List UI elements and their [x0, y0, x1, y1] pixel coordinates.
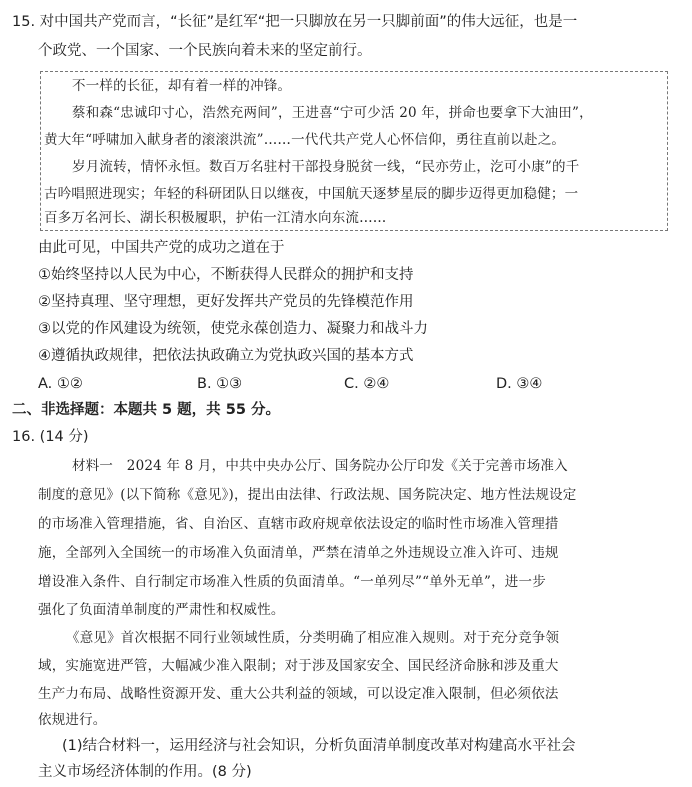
q15-option-b: B. ①③: [197, 376, 243, 392]
q16-subquestion-line-2: 主义市场经济体制的作用。(8 分): [38, 764, 252, 780]
q15-option-d: D. ③④: [496, 376, 543, 392]
q16-material-line-5: 增设准入条件、自行制定市场准入性质的负面清单。“一单列尽”“单外无单”，进一步: [38, 574, 546, 590]
q16-material-line-8: 域，实施宽进严管，大幅减少准入限制；对于涉及国家安全、国民经济命脉和涉及重大: [38, 658, 559, 674]
q16-material-line-9: 生产力布局、战略性资源开发、重大公共利益的领域，可以设定准入限制，但必须依法: [38, 686, 559, 702]
q15-statement-2: ②坚持真理、坚守理想，更好发挥共产党员的先锋模范作用: [38, 294, 414, 310]
q15-stem-line-2: 个政党、一个国家、一个民族向着未来的坚定前行。: [38, 43, 372, 59]
q16-material-line-1: 材料一 2024 年 8 月，中共中央办公厅、国务院办公厅印发《关于完善市场准入: [72, 458, 568, 474]
q15-material-line-2: 蔡和森“忠诚印寸心，浩然充两间”，王进喜“宁可少活 20 年，拼命也要拿下大油田”，: [72, 105, 593, 121]
q16-material-line-3: 的市场准入管理措施，省、自治区、直辖市政府规章依法设定的临时性市场准入管理措: [38, 516, 559, 532]
q15-statement-1: ①始终坚持以人民为中心，不断获得人民群众的拥护和支持: [38, 267, 414, 283]
q15-option-c: C. ②④: [344, 376, 390, 392]
q15-material-line-6: 百多万名河长、湖长积极履职，护佑一江清水向东流……: [44, 210, 387, 226]
q15-question: 由此可见，中国共产党的成功之道在于: [38, 240, 285, 256]
q16-material-line-7: 《意见》首次根据不同行业领域性质，分类明确了相应准入规则。对于充分竞争领: [66, 630, 560, 646]
q16-subquestion-line-1: (1)结合材料一，运用经济与社会知识，分析负面清单制度改革对构建高水平社会: [62, 738, 576, 754]
q15-statement-4: ④遵循执政规律，把依法执政确立为党执政兴国的基本方式: [38, 348, 414, 364]
q15-stem-line-1: 15. 对中国共产党而言，“长征”是红军“把一只脚放在另一只脚前面”的伟大远征，也是一: [12, 14, 578, 30]
q15-material-line-1: 不一样的长征，却有着一样的冲锋。: [72, 78, 292, 94]
q16-material-line-2: 制度的意见》(以下简称《意见》)，提出由法律、行政法规、国务院决定、地方性法规设定: [38, 487, 577, 503]
q15-statement-3: ③以党的作风建设为统领，使党永葆创造力、凝聚力和战斗力: [38, 321, 428, 337]
q16-material-line-6: 强化了负面清单制度的严肃性和权威性。: [38, 602, 285, 618]
q15-option-a: A. ①②: [38, 376, 83, 392]
q16-header: 16. (14 分): [12, 429, 89, 445]
q15-material-line-5: 古吟唱照进现实；年轻的科研团队日以继夜，中国航天逐梦星辰的脚步迈得更加稳健；一: [44, 186, 579, 202]
q16-material-line-10: 依规进行。: [38, 712, 107, 728]
section-2-title: 二、非选择题：本题共 5 题，共 55 分。: [12, 402, 280, 418]
q15-material-line-3: 黄大年“呼啸加入献身者的滚滚洪流”……一代代共产党人心怀信仰，勇往直前以赴之。: [44, 132, 566, 148]
q15-material-line-4: 岁月流转，情怀永恒。数百万名驻村干部投身脱贫一线，“民亦劳止，汔可小康”的千: [72, 159, 580, 175]
q16-material-line-4: 施，全部列入全国统一的市场准入负面清单，严禁在清单之外违规设立准入许可、违规: [38, 545, 559, 561]
